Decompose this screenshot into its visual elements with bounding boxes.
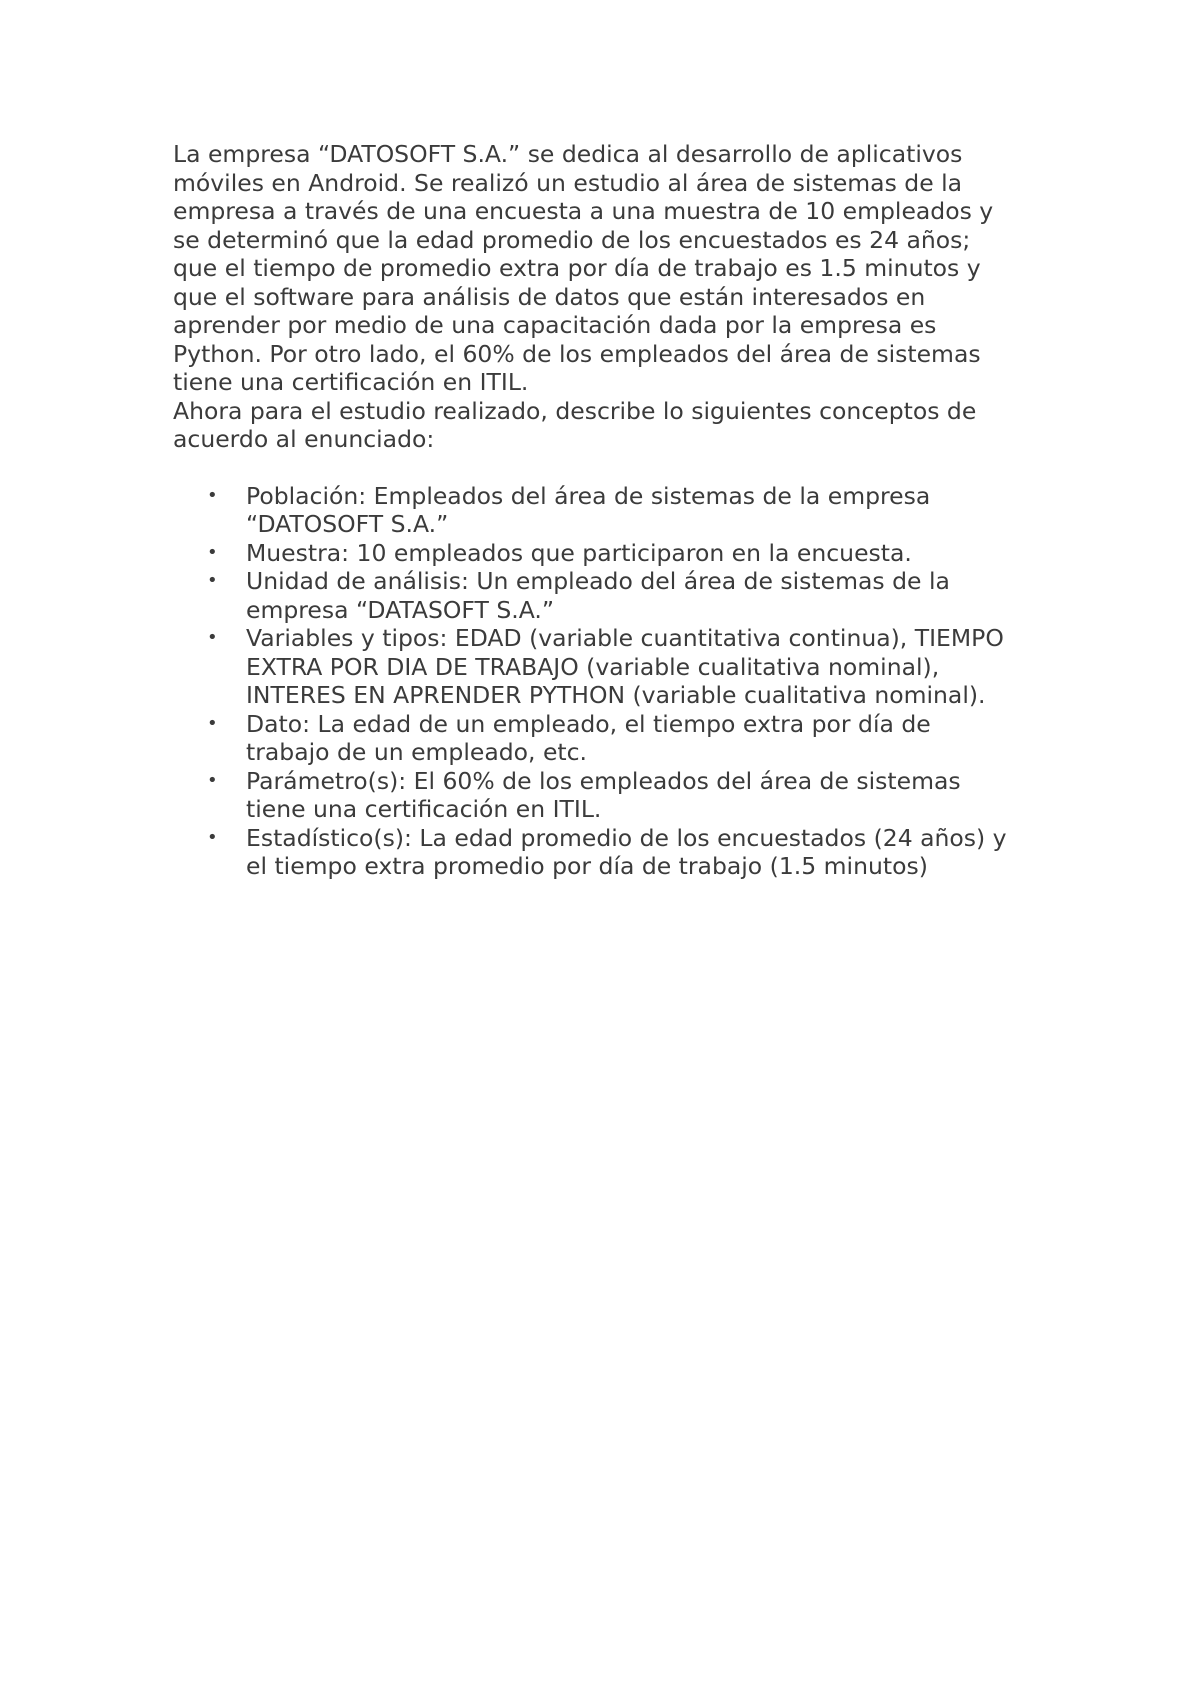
list-item-line: Parámetro(s): El 60% de los empleados del área de sistemas (246, 766, 961, 795)
bullet-icon: • (207, 712, 218, 734)
bullet-icon: • (207, 627, 218, 648)
intro-line: móviles en Android. Se realizó un estudio al área de sistemas de la (173, 168, 963, 197)
list-item-line: trabajo de un empleado, etc. (246, 738, 588, 766)
list-item-line: EXTRA POR DIA DE TRABAJO (variable cualitativa nominal), (246, 652, 940, 681)
list-item-poblacion (173, 482, 1053, 539)
intro-line: que el tiempo de promedio extra por día de trabajo es 1.5 minutos y (173, 254, 981, 282)
intro-line: aprender por medio de una capacitación dada por la empresa es (173, 311, 937, 339)
bullet-icon: • (207, 541, 218, 563)
paragraph-spacer (173, 454, 1053, 482)
list-item-line: Variables y tipos: EDAD (variable cuantitativa continua), TIEMPO (246, 624, 1004, 652)
question-line: Ahora para el estudio realizado, describe lo siguientes conceptos de (173, 396, 977, 425)
intro-line: Python. Por otro lado, el 60% de los empleados del área de sistemas (173, 339, 981, 368)
list-item-line: el tiempo extra promedio por día de trabajo (1.5 minutos) (246, 852, 928, 880)
document-content (173, 140, 1053, 881)
list-item-line: tiene una certificación en ITIL. (246, 795, 602, 823)
list-item-line: “DATOSOFT S.A.” (246, 510, 449, 538)
list-item-variables-y-tipos (173, 624, 1053, 710)
intro-line: se determinó que la edad promedio de los encuestados es 24 años; (173, 225, 971, 254)
list-item-line: empresa “DATASOFT S.A.” (246, 595, 555, 624)
question-paragraph (173, 397, 1053, 454)
bullet-icon: • (207, 769, 218, 791)
list-item-parametro (173, 767, 1053, 824)
intro-line: que el software para análisis de datos que están interesados en (173, 282, 926, 311)
intro-paragraph (173, 140, 1053, 397)
list-item-unidad-de-analisis (173, 567, 1053, 624)
list-item-line: Muestra: 10 empleados que participaron en la encuesta. (246, 538, 912, 567)
intro-line: empresa a través de una encuesta a una muestra de 10 empleados y (173, 197, 994, 225)
list-item-muestra (173, 539, 1053, 568)
list-item-line: Unidad de análisis: Un empleado del área de sistemas de la (246, 567, 950, 595)
list-item-dato (173, 710, 1053, 767)
bullet-icon: • (207, 826, 218, 848)
bullet-icon: • (207, 484, 218, 506)
intro-line: La empresa “DATOSOFT S.A.” se dedica al desarrollo de aplicativos (173, 140, 963, 168)
list-item-line: INTERES EN APRENDER PYTHON (variable cualitativa nominal). (246, 681, 986, 709)
list-item-line: Dato: La edad de un empleado, el tiempo extra por día de (246, 709, 931, 738)
intro-line: tiene una certificación en ITIL. (173, 368, 529, 396)
concepts-list (173, 482, 1053, 881)
list-item-estadistico (173, 824, 1053, 881)
list-item-line: Población: Empleados del área de sistemas de la empresa (246, 481, 931, 510)
question-line: acuerdo al enunciado: (173, 425, 435, 453)
bullet-icon: • (207, 570, 218, 591)
list-item-line: Estadístico(s): La edad promedio de los encuestados (24 años) y (246, 823, 1007, 852)
